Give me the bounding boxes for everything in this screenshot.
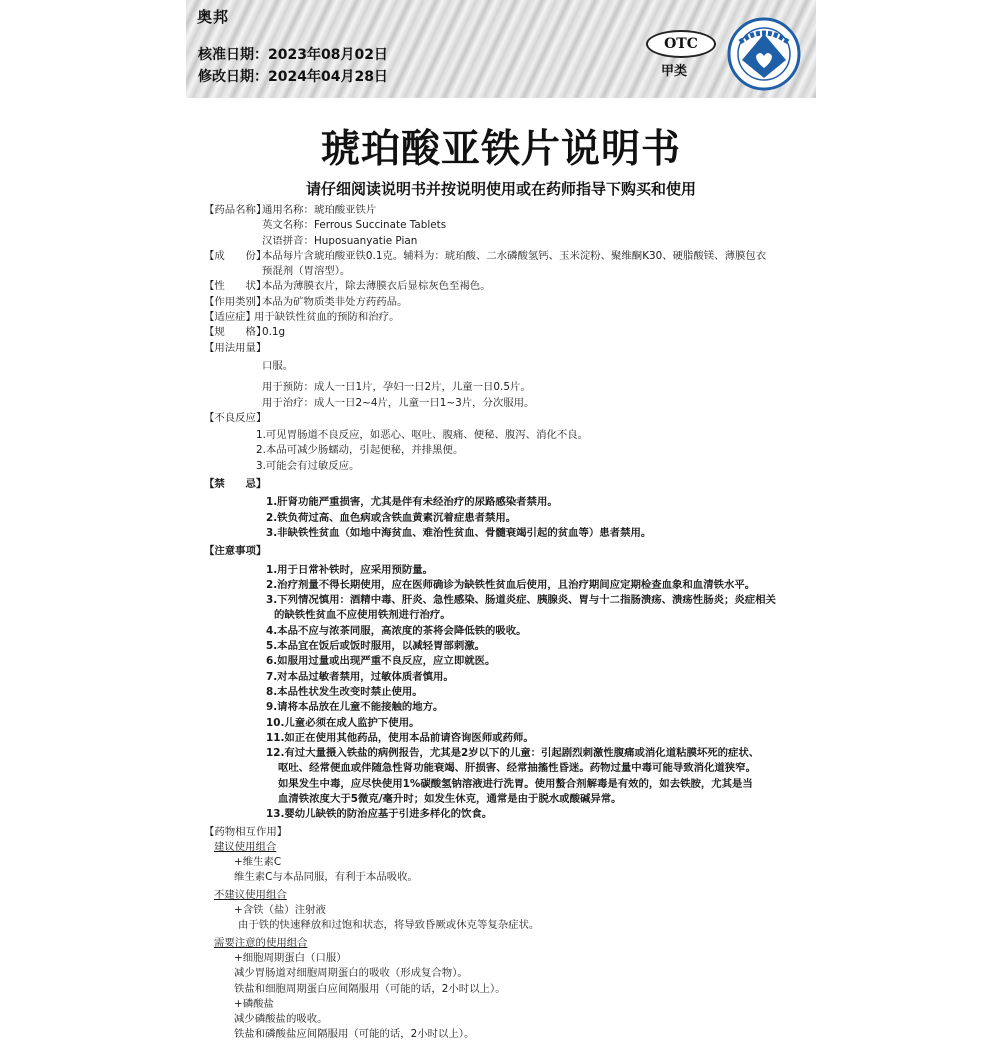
- adverse-label: 【不良反应】: [204, 411, 267, 424]
- not-recommended-combo-desc: 由于铁的快速释放和过饱和状态，将导致昏厥或休克等复杂症状。: [238, 919, 540, 932]
- contra-label: 【禁 忌】: [204, 478, 267, 491]
- interactions-label: 【药物相互作用】: [204, 825, 288, 838]
- properties-text: 本品为薄膜衣片，除去薄膜衣后显棕灰色至褐色。: [262, 280, 491, 293]
- recommended-combo-title: 建议使用组合: [214, 840, 277, 853]
- health-insurance-seal-icon: [726, 16, 802, 92]
- recommended-combo-item: +维生素C: [234, 856, 282, 869]
- caution-combo-desc: 减少磷酸盐的吸收。: [234, 1013, 328, 1026]
- precaution-item: 8.本品性状发生改变时禁止使用。: [266, 685, 423, 698]
- precaution-item: 2.治疗剂量不得长期使用，应在医师确诊为缺铁性贫血后使用，且治疗期间应定期检查血象和血清铁水平。: [266, 578, 756, 591]
- composition-text-cont: 预混剂（胃溶型）。: [262, 265, 351, 278]
- precaution-item-cont: 呕吐、经常便血或伴随急性肾功能衰竭、肝损害、经常抽搐性昏迷。药物过量中毒可能导致消化道狭窄。: [278, 762, 756, 775]
- properties-label: 【性 状】: [204, 280, 267, 293]
- usage-prevent: 用于预防：成人一日1片，孕妇一日2片，儿童一日0.5片。: [262, 381, 531, 394]
- spec-label: 【规 格】: [204, 326, 267, 339]
- properties-row: [204, 279, 804, 294]
- usage-label: 【用法用量】: [204, 341, 267, 354]
- precaution-item: 10.儿童必须在成人监护下使用。: [266, 716, 420, 729]
- caution-combo-desc: 减少胃肠道对细胞周期蛋白的吸收（形成复合物）。: [234, 967, 468, 980]
- precautions-label: 【注意事项】: [204, 545, 267, 558]
- precaution-item: 13.婴幼儿缺铁的防治应基于引进多样化的饮食。: [266, 808, 493, 821]
- brand-logo: 奥邦: [197, 8, 230, 26]
- adverse-item: 1.可见胃肠道不良反应，如恶心、呕吐、腹痛、便秘、腹泻、消化不良。: [256, 429, 589, 442]
- precaution-item-cont: 的缺铁性贫血不应使用铁剂进行治疗。: [274, 609, 451, 622]
- recommended-combo-desc: 维生素C与本品同服，有利于本品吸收。: [234, 871, 418, 884]
- spec-row: [204, 325, 804, 340]
- not-recommended-combo-title: 不建议使用组合: [214, 888, 287, 901]
- precaution-item: 4.本品不应与浓茶同服，高浓度的茶将会降低铁的吸收。: [266, 624, 527, 637]
- category-text: 本品为矿物质类非处方药药品。: [262, 295, 408, 308]
- spec-text: 0.1g: [262, 326, 286, 339]
- indication-text: 用于缺铁性贫血的预防和治疗。: [254, 311, 400, 324]
- precaution-item: 9.请将本品放在儿童不能接触的地方。: [266, 701, 444, 714]
- english-name: 英文名称：Ferrous Succinate Tablets: [262, 219, 447, 232]
- precaution-item: 12.有过大量摄入铁盐的病例报告，尤其是2岁以下的儿童：引起剧烈刺激性腹痛或消化道粘膜坏死的症状、: [266, 747, 760, 760]
- page-title: 琥珀酸亚铁片说明书: [320, 127, 681, 172]
- indication-label: 【适应症】: [204, 311, 256, 324]
- revision-date: 修改日期：2024年04月28日: [198, 69, 388, 85]
- precaution-item: 1.用于日常补铁时，应采用预防量。: [266, 563, 434, 576]
- composition-label: 【成 份】: [204, 249, 267, 262]
- usage-route: 口服。: [262, 359, 294, 372]
- caution-combo-item: +磷酸盐: [234, 997, 274, 1010]
- not-recommended-combo-item: +含铁（盐）注射液: [234, 904, 326, 917]
- leaflet-body: [204, 203, 804, 1043]
- usage-treat: 用于治疗：成人一日2~4片，儿童一日1~3片，分次服用。: [262, 396, 535, 409]
- contra-item: 3.非缺铁性贫血（如地中海贫血、难治性贫血、骨髓衰竭引起的贫血等）患者禁用。: [266, 526, 652, 539]
- category-label: 【作用类别】: [204, 295, 267, 308]
- adverse-item: 2.本品可减少肠蠕动，引起便秘，并排黑便。: [256, 444, 464, 457]
- contra-item: 2.铁负荷过高、血色病或含铁血黄素沉着症患者禁用。: [266, 511, 517, 524]
- contra-item: 1.肝肾功能严重损害，尤其是伴有未经治疗的尿路感染者禁用。: [266, 496, 558, 509]
- precaution-item-cont: 血清铁浓度大于5微克/毫升时；如发生休克，通常是由于脱水或酸碱异常。: [278, 792, 622, 805]
- otc-badge: OTC: [646, 30, 716, 58]
- precaution-item-cont: 如果发生中毒，应尽快使用1%碳酸氢钠溶液进行洗胃。使用螯合剂解毒是有效的，如去铁胺，尤其是当: [278, 777, 753, 790]
- composition-text: 本品每片含琥珀酸亚铁0.1克。辅料为：琥珀酸、二水磷酸氢钙、玉米淀粉、聚维酮K30、硬脂酸镁、薄膜包衣: [262, 249, 767, 262]
- drug-name-label: 【药品名称】: [204, 204, 267, 216]
- category-row: [204, 295, 804, 310]
- precaution-item: 3.下列情况慎用：酒精中毒、肝炎、急性感染、肠道炎症、胰腺炎、胃与十二指肠溃疡、溃疡性肠炎；炎症相关: [266, 594, 776, 607]
- precaution-item: 6.如服用过量或出现严重不良反应，应立即就医。: [266, 655, 496, 668]
- page-subtitle: 请仔细阅读说明书并按说明使用或在药师指导下购买和使用: [305, 180, 696, 198]
- pinyin-name: 汉语拼音：Huposuanyatie Pian: [262, 234, 418, 247]
- precaution-item: 11.如正在使用其他药品，使用本品前请咨询医师或药师。: [266, 731, 534, 744]
- precaution-item: 7.对本品过敏者禁用，过敏体质者慎用。: [266, 670, 454, 683]
- composition-row: [204, 249, 804, 264]
- generic-name: 通用名称：琥珀酸亚铁片: [262, 204, 377, 216]
- adverse-item: 3.可能会有过敏反应。: [256, 459, 360, 472]
- caution-combo-desc: 铁盐和细胞周期蛋白应间隔服用（可能的话，2小时以上）。: [234, 982, 506, 995]
- indication-row: [204, 310, 804, 325]
- precaution-item: 5.本品宜在饭后或饭时服用，以减轻胃部刺激。: [266, 640, 485, 653]
- approval-date: 核准日期：2023年08月02日: [198, 47, 388, 63]
- caution-combo-item: +细胞周期蛋白（口服）: [234, 951, 347, 964]
- drug-name-row: [204, 203, 804, 218]
- caution-combo-desc: 铁盐和磷酸盐应间隔服用（可能的话，2小时以上）。: [234, 1028, 475, 1041]
- caution-combo-title: 需要注意的使用组合: [214, 936, 308, 949]
- otc-class-label: 甲类: [661, 64, 688, 79]
